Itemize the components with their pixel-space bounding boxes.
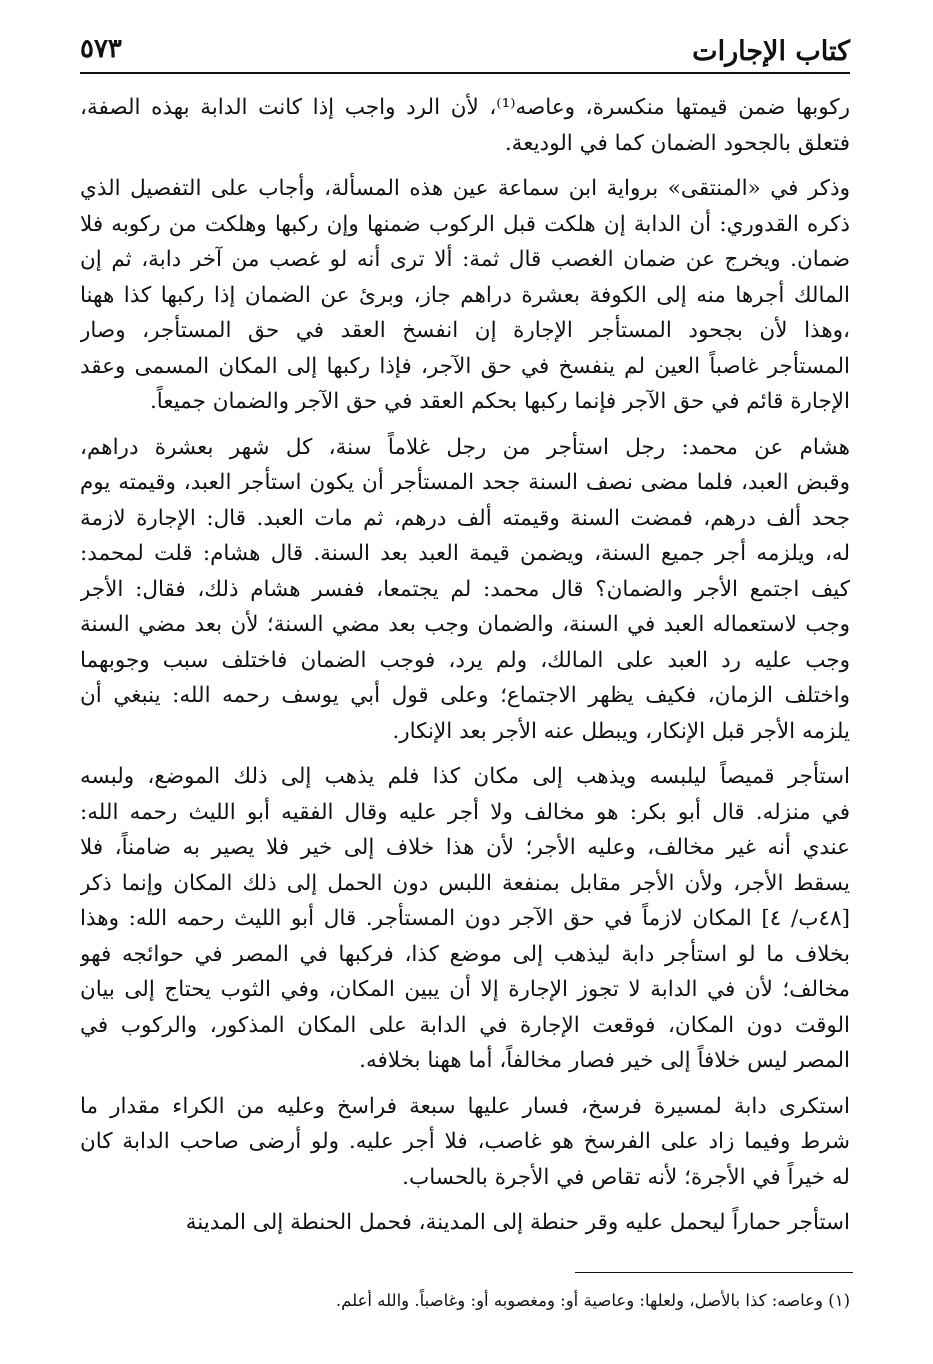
text-line: وذكر في «المنتقى» برواية ابن سماعة عين هذه المسألة، وأجاب على التفصيل الذي: [80, 176, 850, 201]
text-line: المستأجر غاصباً العين لم ينفسخ في حق الآجر، فإذا ركبها إلى المكان المسمى وعقد: [80, 353, 850, 379]
text-line: كيف اجتمع الأجر والضمان؟ قال محمد: لم يجتمعا، ففسر هشام ذلك، فقال: الأجر: [80, 576, 850, 602]
text-line: عندي أنه غير مخالف، وعليه الأجر؛ لأن هذا خلاف إلى خير فلا يصير به ضامناً، فلا: [80, 835, 850, 860]
text-line: ركوبها ضمن قيمتها منكسرة، وعاصه⁽¹⁾، لأن الرد واجب إذا كانت الدابة بهذه الصفة،: [80, 95, 850, 120]
text-line: له خيراً في الأجرة؛ لأنه تقاص في الأجرة بالحساب.: [402, 1164, 850, 1190]
book-title: كتاب الإجارات: [692, 36, 850, 67]
text-line: الوقت دون المكان، فوقعت الإجارة في الدابة على المكان المذكور، والركوب في: [80, 1012, 850, 1038]
text-line: في منزله. قال أبو بكر: هو مخالف ولا أجر عليه وقال الفقيه أبو الليث رحمه الله:: [80, 799, 850, 825]
paragraph: [80, 90, 850, 161]
text-line: ضمان. ويخرج عن ضمان الغصب قال ثمة: ألا ترى أنه لو غصب من آخر دابة، ثم إن: [80, 247, 850, 272]
text-line: بخلاف ما لو استأجر دابة ليذهب إلى موضع كذا، فركبها في المصر في حوائجه فهو: [80, 941, 850, 967]
text-line: استأجر حماراً ليحمل عليه وقر حنطة إلى المدينة، فحمل الحنطة إلى المدينة: [185, 1210, 850, 1235]
text-line: [٤٨ب/ ٤] المكان لازماً في حق الآجر دون المستأجر. قال أبو الليث رحمه الله: وهذا: [80, 906, 850, 931]
text-line: جحد ألف درهم، فمضت السنة وقيمته ألف درهم، ثم مات العبد. قال: الإجارة لازمة: [80, 505, 850, 531]
text-line: المصر ليس خلافاً إلى خير فصار مخالفاً، أما ههنا بخلافه.: [359, 1048, 850, 1073]
text-line: وجب عليه رد العبد على المالك، ولم يرد، فوجب الضمان فاختلف سبب وجوبهما: [80, 647, 850, 673]
main-text: [80, 90, 850, 1251]
text-line: واختلف الزمان، فكيف يظهر الاجتماع؛ وعلى قول أبي يوسف رحمه الله: ينبغي أن: [80, 683, 850, 708]
paragraph: [80, 759, 850, 1079]
text-line: الإجارة قائم في حق الآجر فإنما ركبها بحكم العقد في حق الآجر والضمان جميعاً.: [149, 389, 850, 414]
paragraph: [80, 1205, 850, 1241]
text-line: استكرى دابة لمسيرة فرسخ، فسار عليها سبعة فراسخ وعليه من الكراء مقدار ما: [80, 1093, 850, 1119]
text-line: فتعلق بالجحود الضمان كما في الوديعة.: [504, 130, 850, 156]
paragraph: [80, 1089, 850, 1196]
text-line: يلزمه الأجر قبل الإنكار، ويبطل عنه الأجر بعد الإنكار.: [392, 718, 850, 744]
text-line: يسقط الأجر، ولأن الأجر مقابل بمنفعة اللبس دون الحمل إلى ذلك المكان وإنما ذكر: [80, 870, 850, 896]
text-line: شرط وفيما زاد على الفرسخ هو غاصب، فلا أجر عليه. ولو أرضى صاحب الدابة كان: [80, 1129, 850, 1154]
footnote: (١) وعاصه: كذا بالأصل، ولعلها: وعاصية أو: ومغصوبه أو: وغاصباً. والله أعلم.: [335, 1291, 850, 1310]
text-line: وقبض العبد، فلما مضى نصف السنة جحد المستأجر أن يكون استأجر العبد، وقيمته يوم: [80, 470, 850, 495]
paragraph: [80, 430, 850, 750]
text-line: له، ويلزمه أجر جميع السنة، ويضمن قيمة العبد بعد السنة. قال هشام: قلت لمحمد:: [80, 541, 850, 566]
footnote-divider: [575, 1272, 853, 1273]
text-line: المالك أجرها منه إلى الكوفة بعشرة دراهم جاز، وبرئ عن الضمان إذا ركبها كذا ههنا: [80, 282, 850, 308]
text-line: هشام عن محمد: رجل استأجر من رجل غلاماً سنة، كل شهر بعشرة دراهم،: [80, 434, 850, 460]
text-line: وجب لاستعماله العبد في السنة، والضمان وجب بعد مضي السنة؛ لأن بعد مضي السنة: [80, 612, 850, 637]
text-line: مخالف؛ لأن في الدابة لا تجوز الإجارة إلا أن يبين المكان، وفي الثوب يحتاج إلى بيان: [80, 977, 850, 1002]
page-header: [80, 28, 850, 74]
text-line: ذكره القدوري: أن الدابة إن هلكت قبل الركوب ضمنها وإن ركبها وهلكت من ركوبه فلا: [80, 211, 850, 237]
text-line: استأجر قميصاً ليلبسه ويذهب إلى مكان كذا فلم يذهب إلى ذلك الموضع، ولبسه: [80, 764, 850, 789]
page-number: ٥٧٣: [80, 34, 122, 64]
paragraph: [80, 171, 850, 420]
text-line: ،وهذا لأن بجحود المستأجر الإجارة إن انفسخ العقد في حق المستأجر، وصار: [80, 318, 850, 343]
